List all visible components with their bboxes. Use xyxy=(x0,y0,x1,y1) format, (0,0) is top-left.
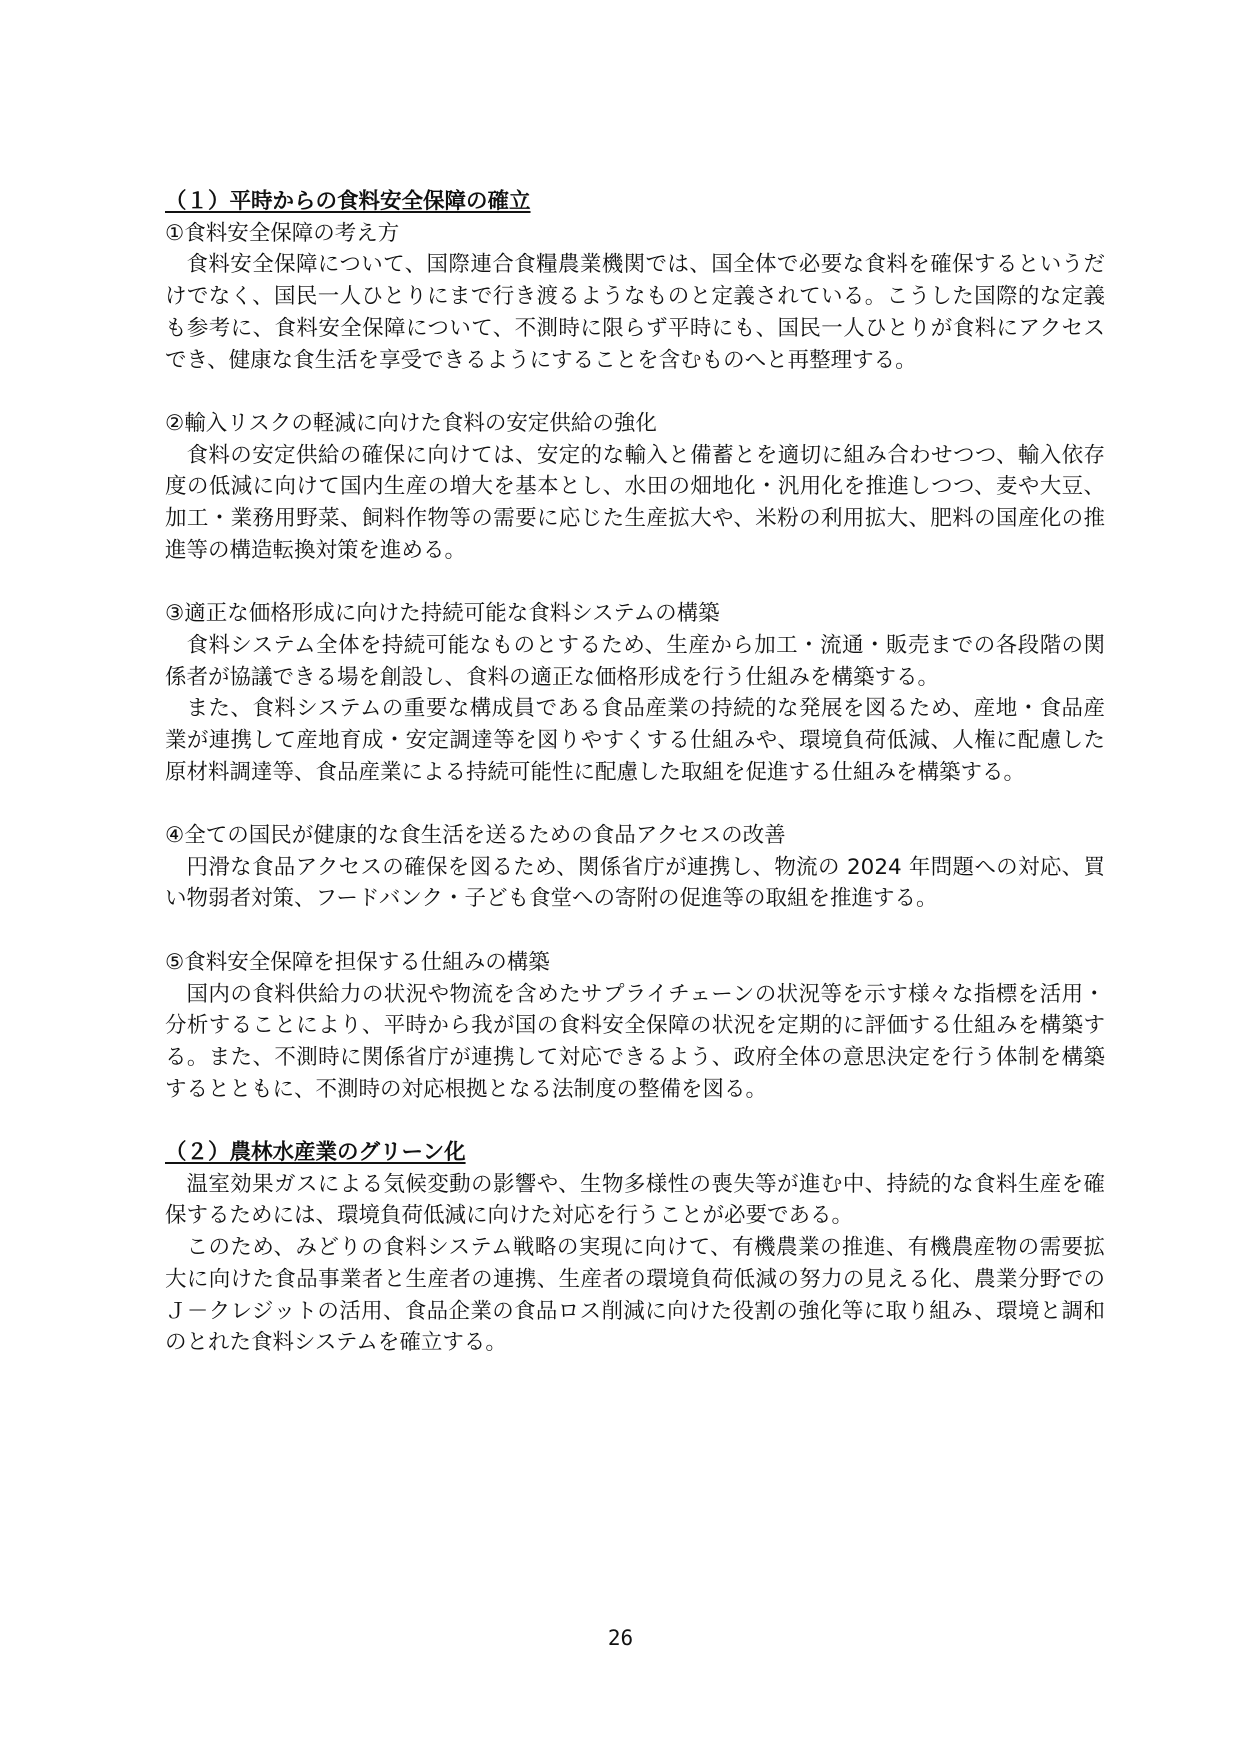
subsection-title-3: ③適正な価格形成に向けた持続可能な食料システムの構築 xyxy=(165,601,720,627)
paragraph: また、食料システムの重要な構成員である食品産業の持続的な発展を図るため、産地・食品産業が連携して産地育成・安定調達等を図りやすくする仕組みや、環境負荷低減、人権に配慮した原材料調達等、食品産業による持続可能性に配慮した取組を促進する仕組みを構築する。 xyxy=(165,696,1105,785)
paragraph: 食料安全保障について、国際連合食糧農業機関では、国全体で必要な食料を確保するというだけでなく、国民一人ひとりにまで行き渡るようなものと定義されている。こうした国際的な定義も参考に、食料安全保障について、不測時に限らず平時にも、国民一人ひとりが食料にアクセスでき、健康な食生活を享受できるようにすることを含むものへと再整理する。 xyxy=(165,252,1105,373)
subsection-title-4: ④全ての国民が健康的な食生活を送るための食品アクセスの改善 xyxy=(165,823,786,849)
paragraph: 温室効果ガスによる気候変動の影響や、生物多様性の喪失等が進む中、持続的な食料生産を確保するためには、環境負荷低減に向けた対応を行うことが必要である。 xyxy=(165,1171,1105,1229)
paragraph: このため、みどりの食料システム戦略の実現に向けて、有機農業の推進、有機農産物の需要拡大に向けた食品事業者と生産者の連携、生産者の環境負荷低減の努力の見える化、農業分野でのＪ－クレジットの活用、食品企業の食品ロス削減に向けた役割の強化等に取り組み、環境と調和のとれた食料システムを確立する。 xyxy=(165,1235,1105,1356)
spacer xyxy=(165,788,1105,820)
spacer xyxy=(165,566,1105,598)
subsection-title-1: ①食料安全保障の考え方 xyxy=(165,220,400,246)
page-content xyxy=(165,186,1105,1359)
paragraph: 国内の食料供給力の状況や物流を含めたサプライチェーンの状況等を示す様々な指標を活用・分析することにより、平時から我が国の食料安全保障の状況を定期的に評価する仕組みを構築する。また、不測時に関係省庁が連携して対応できるよう、政府全体の意思決定を行う体制を構築するとともに、不測時の対応根拠となる法制度の整備を図る。 xyxy=(165,981,1105,1102)
page-number: 26 xyxy=(607,1626,634,1650)
section-heading-1: （１）平時からの食料安全保障の確立 xyxy=(165,189,531,214)
paragraph: 食料システム全体を持続可能なものとするため、生産から加工・流通・販売までの各段階の関係者が協議できる場を創設し、食料の適正な価格形成を行う仕組みを構築する。 xyxy=(165,632,1105,690)
paragraph: 円滑な食品アクセスの確保を図るため、関係省庁が連携し、物流の 2024 年問題への対応、買い物弱者対策、フードバンク・子ども食堂への寄附の促進等の取組を推進する。 xyxy=(165,854,1105,912)
spacer xyxy=(165,915,1105,947)
spacer xyxy=(165,1105,1105,1137)
subsection-title-2: ②輸入リスクの軽減に向けた食料の安定供給の強化 xyxy=(165,410,657,436)
subsection-title-5: ⑤食料安全保障を担保する仕組みの構築 xyxy=(165,949,550,975)
spacer xyxy=(165,376,1105,408)
paragraph: 食料の安定供給の確保に向けては、安定的な輸入と備蓄とを適切に組み合わせつつ、輸入依存度の低減に向けて国内生産の増大を基本とし、水田の畑地化・汎用化を推進しつつ、麦や大豆、加工・業務用野菜、飼料作物等の需要に応じた生産拡大や、米粉の利用拡大、肥料の国産化の推進等の構造転換対策を進める。 xyxy=(165,442,1105,563)
section-heading-2: （２）農林水産業のグリーン化 xyxy=(165,1140,466,1166)
